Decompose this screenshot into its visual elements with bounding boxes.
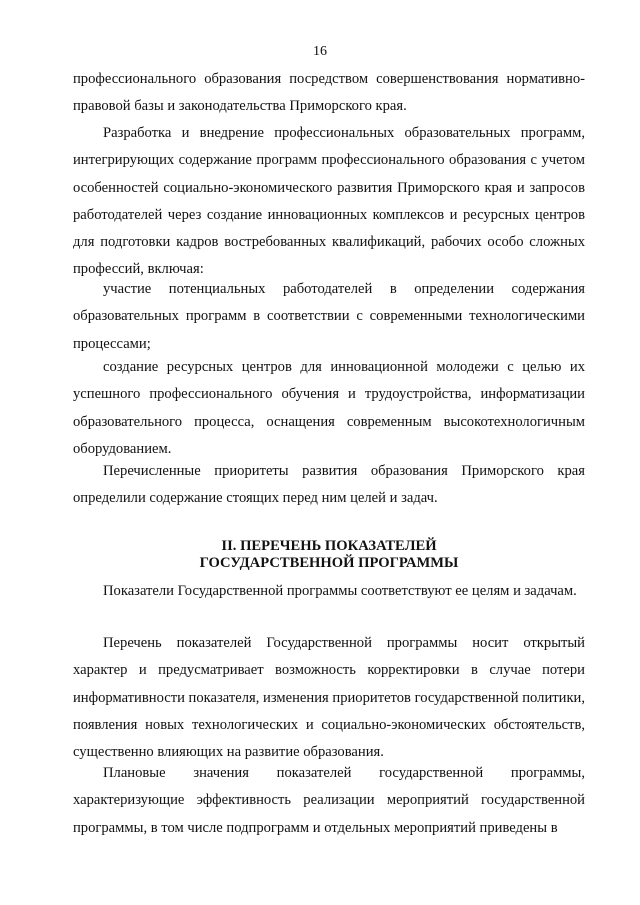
paragraph-indicators-list: Перечень показателей Государственной программы носит открытый характер и предусматривает возможность корректировки в случае потери информативности показателя, изменения приоритетов государственной политики, появления новых технологических и социально-экономических обстоятельств, существенно влияющих на развитие образования. xyxy=(73,635,585,761)
section-heading-line-2: ГОСУДАРСТВЕННОЙ ПРОГРАММЫ xyxy=(199,555,459,571)
section-heading-line-1: II. ПЕРЕЧЕНЬ ПОКАЗАТЕЛЕЙ xyxy=(221,538,437,554)
paragraph-resource-centers: создание ресурсных центров для инновационной молодежи с целью их успешного профессионального обучения и трудоустройства, информатизации образовательного процесса, оснащения современным высокотехнологичным оборудованием. xyxy=(73,359,585,457)
paragraph-priorities: Перечисленные приоритеты развития образования Приморского края определили содержание стоящих перед ним целей и задач. xyxy=(73,463,585,507)
paragraph-continuation: профессионального образования посредством совершенствования нормативно-правовой базы и законодательства Приморского края. xyxy=(73,71,585,115)
paragraph-indicators-goals: Показатели Государственной программы соответствуют ее целям и задачам. xyxy=(103,583,577,599)
paragraph-employers-participation: участие потенциальных работодателей в определении содержания образовательных программ в соответствии с современными технологическими процессами; xyxy=(73,281,585,352)
paragraph-planned-values: Плановые значения показателей государственной программы, характеризующие эффективность реализации мероприятий государственной программы, в том числе подпрограмм и отдельных мероприятий приведены в xyxy=(73,765,585,836)
page-number: 16 xyxy=(313,44,327,59)
paragraph-programs-development: Разработка и внедрение профессиональных образовательных программ, интегрирующих содержание программ профессионального образования с учетом особенностей социально-экономического развития Приморского края и запросов работодателей через создание инновационных комплексов и ресурсных центров для подготовки кадров востребованных квалификаций, рабочих особо сложных профессий, включая: xyxy=(73,125,585,278)
section-heading xyxy=(73,538,585,572)
